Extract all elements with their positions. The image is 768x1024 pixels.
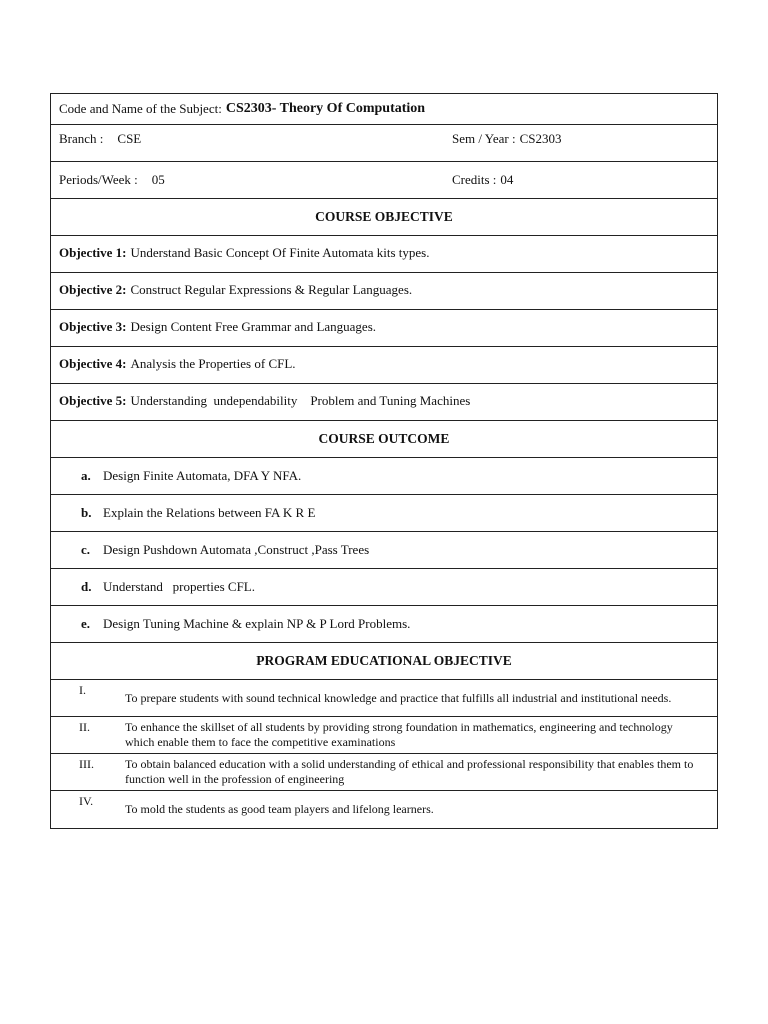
peo-text: To prepare students with sound technical knowledge and practice that fulfills all industrial and institutional needs. bbox=[125, 690, 672, 705]
objective-text: Analysis the Properties of CFL. bbox=[130, 356, 296, 371]
objective-text: Understand Basic Concept Of Finite Automata kits types. bbox=[130, 245, 430, 260]
outcome-letter: c. bbox=[81, 542, 91, 557]
objective-label: Objective 5: bbox=[59, 393, 127, 408]
peo-text: To enhance the skillset of all students by providing strong foundation in mathematics, engineering and technology which enable them to face the competitive examinations bbox=[125, 720, 673, 749]
peo-row bbox=[51, 717, 717, 754]
course-outcome-heading: COURSE OUTCOME bbox=[318, 431, 450, 446]
peo-number: IV. bbox=[79, 794, 94, 808]
objective-label: Objective 4: bbox=[59, 356, 127, 371]
outcome-row bbox=[51, 569, 717, 606]
objective-row bbox=[51, 384, 717, 421]
outcome-text: Explain the Relations between FA K R E bbox=[103, 505, 316, 520]
peo-text: To mold the students as good team players and lifelong learners. bbox=[125, 802, 434, 816]
outcome-row bbox=[51, 606, 717, 643]
peo-number: I. bbox=[79, 683, 86, 697]
sem-year-label: Sem / Year : bbox=[452, 131, 516, 146]
outcome-letter: a. bbox=[81, 468, 91, 483]
periods-label: Periods/Week : bbox=[59, 172, 138, 187]
outcome-letter: d. bbox=[81, 579, 92, 594]
outcome-text: Design Pushdown Automata ,Construct ,Pass Trees bbox=[103, 542, 370, 557]
outcome-text: Design Finite Automata, DFA Y NFA. bbox=[103, 468, 302, 483]
objective-row bbox=[51, 236, 717, 273]
outcome-text: Design Tuning Machine & explain NP & P Lord Problems. bbox=[103, 616, 411, 631]
objective-row bbox=[51, 273, 717, 310]
outcome-letter: e. bbox=[81, 616, 91, 631]
objective-text: Understanding undependability Problem and Tuning Machines bbox=[130, 393, 471, 408]
objective-text: Design Content Free Grammar and Languages. bbox=[130, 319, 376, 334]
outcome-text: Understand properties CFL. bbox=[103, 579, 256, 594]
objective-label: Objective 2: bbox=[59, 282, 127, 297]
peo-heading-row bbox=[51, 643, 717, 680]
subject-info-table bbox=[50, 93, 718, 829]
subject-name: CS2303- Theory Of Computation bbox=[225, 101, 426, 116]
periods-value: 05 bbox=[151, 172, 165, 187]
objective-row bbox=[51, 347, 717, 384]
outcome-row bbox=[51, 532, 717, 569]
course-outcome-heading-row bbox=[51, 421, 717, 458]
outcome-row bbox=[51, 495, 717, 532]
branch-label: Branch : bbox=[59, 131, 104, 146]
objective-text: Construct Regular Expressions & Regular Languages. bbox=[130, 282, 413, 297]
peo-text: To obtain balanced education with a solid understanding of ethical and professional responsibility that enables them to function well in the profession of engineering bbox=[125, 757, 694, 786]
objective-label: Objective 3: bbox=[59, 319, 127, 334]
credits-label: Credits : bbox=[452, 172, 497, 187]
peo-heading: PROGRAM EDUCATIONAL OBJECTIVE bbox=[256, 653, 512, 668]
objective-label: Objective 1: bbox=[59, 245, 127, 260]
sem-year-value: CS2303 bbox=[519, 131, 562, 146]
course-objective-heading-row bbox=[51, 199, 717, 236]
peo-number: III. bbox=[79, 757, 94, 771]
peo-row bbox=[51, 791, 717, 828]
peo-row bbox=[51, 680, 717, 717]
subject-label: Code and Name of the Subject: bbox=[59, 101, 222, 116]
branch-value: CSE bbox=[117, 131, 142, 146]
peo-number: II. bbox=[79, 720, 90, 734]
credits-value: 04 bbox=[500, 172, 514, 187]
peo-row bbox=[51, 754, 717, 791]
outcome-row bbox=[51, 458, 717, 495]
outcome-letter: b. bbox=[81, 505, 92, 520]
branch-row bbox=[51, 125, 717, 162]
periods-row bbox=[51, 162, 717, 199]
course-objective-heading: COURSE OBJECTIVE bbox=[315, 209, 453, 224]
objective-row bbox=[51, 310, 717, 347]
subject-row bbox=[51, 94, 717, 125]
